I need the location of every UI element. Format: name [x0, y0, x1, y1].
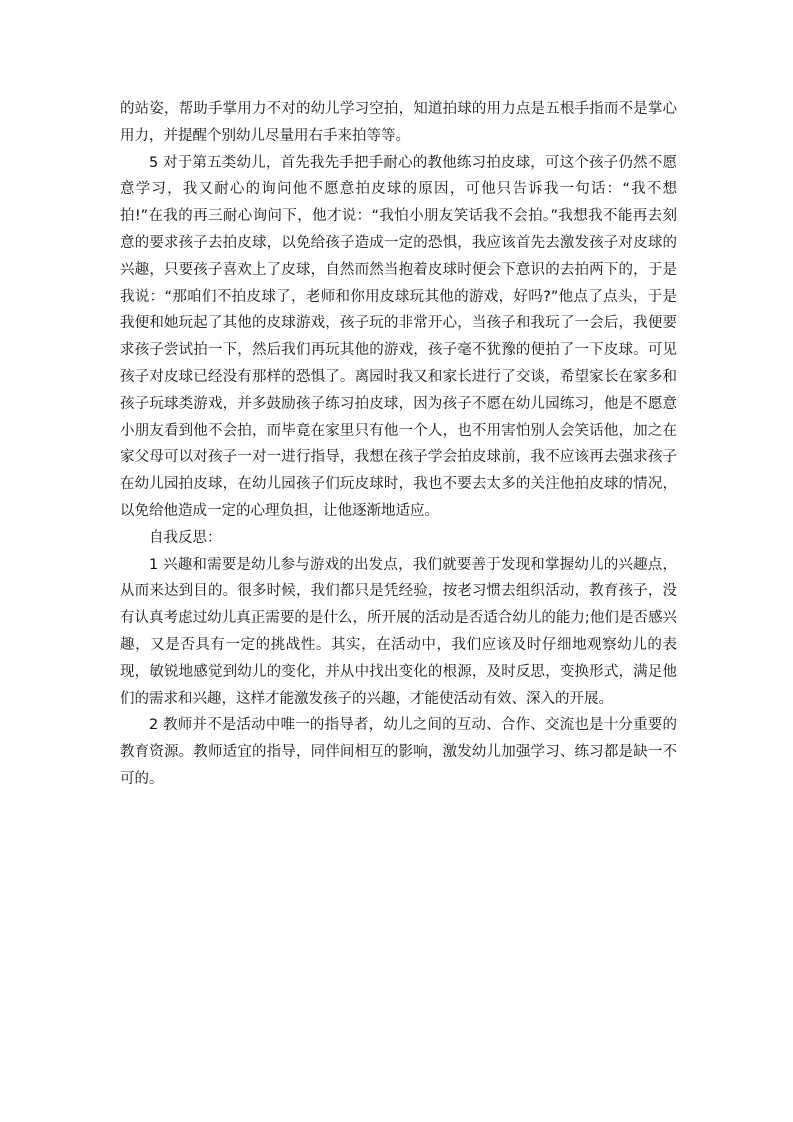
document-body	[120, 96, 677, 793]
reflection-heading: 自我反思：	[149, 529, 222, 546]
paragraph-reflection-2: 2 教师并不是活动中唯一的指导者，幼儿之间的互动、合作、交流也是十分重要的教育资源。教师适宜的指导，同伴间相互的影响，激发幼儿加强学习、练习都是缺一不可的。	[120, 717, 677, 787]
paragraph-item-5: 5 对于第五类幼儿，首先我先手把手耐心的教他练习拍皮球，可这个孩子仍然不愿意学习，我又耐心的询问他不愿意拍皮球的原因，可他只告诉我一句话：“我不想拍!”在我的再三耐心询问下，他才说：“我怕小朋友笑话我不会拍。”我想我不能再去刻意的要求孩子去拍皮球，以免给孩子造成一定的恐惧，我应该首先去激发孩子对皮球的兴趣，只要孩子喜欢上了皮球，自然而然当抱着皮球时便会下意识的去拍两下的，于是我说：“那咱们不拍皮球了，老师和你用皮球玩其他的游戏，好吗?”他点了点头，于是我便和她玩起了其他的皮球游戏，孩子玩的非常开心，当孩子和我玩了一会后，我便要求孩子尝试拍一下，然后我们再玩其他的游戏，孩子毫不犹豫的便拍了一下皮球。可见孩子对皮球已经没有那样的恐惧了。离园时我又和家长进行了交谈，希望家长在家多和孩子玩球类游戏，并多鼓励孩子练习拍皮球，因为孩子不愿在幼儿园练习，他是不愿意小朋友看到他不会拍，而毕竟在家里只有他一个人，也不用害怕别人会笑话他，加之在家父母可以对孩子一对一进行指导，我想在孩子学会拍皮球前，我不应该再去强求孩子在幼儿园拍皮球，在幼儿园孩子们玩皮球时，我也不要去太多的关注他拍皮球的情况，以免给他造成一定的心理负担，让他逐渐地适应。	[120, 154, 677, 519]
paragraph-continuation: 的站姿，帮助手掌用力不对的幼儿学习空拍，知道拍球的用力点是五根手指而不是掌心用力，并提醒个别幼儿尽量用右手来拍等等。	[120, 101, 677, 144]
paragraph-reflection-1: 1 兴趣和需要是幼儿参与游戏的出发点，我们就要善于发现和掌握幼儿的兴趣点，从而来达到目的。很多时候，我们都只是凭经验，按老习惯去组织活动，教育孩子，没有认真考虑过幼儿真正需要的是什么，所开展的活动是否适合幼儿的能力;他们是否感兴趣，又是否具有一定的挑战性。其实，在活动中，我们应该及时仔细地观察幼儿的表现，敏锐地感觉到幼儿的变化，并从中找出变化的根源，及时反思，变换形式，满足他们的需求和兴趣，这样才能激发孩子的兴趣，才能使活动有效、深入的开展。	[120, 556, 677, 707]
